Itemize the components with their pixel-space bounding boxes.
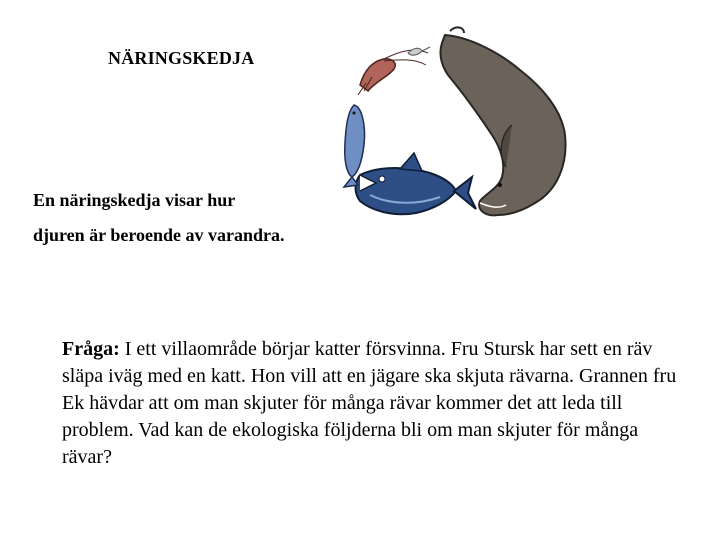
intro-line-1: En näringskedja visar hur	[33, 190, 236, 210]
question-text: I ett villaområde börjar katter försvinna. Fru Stursk har sett en räv släpa iväg med en katt. Hon vill att en jägare ska skjuta rävarna. Grannen fru Ek hävdar att om man skjuter för många rävar kommer det att leda till problem. Vad kan de ekologiska följderna bli om man skjuter för många rävar?	[62, 338, 677, 468]
intro-text	[33, 188, 313, 258]
intro-line-2: djuren är beroende av varandra.	[33, 225, 285, 245]
food-chain-illustration	[330, 25, 580, 235]
plankton-icon	[408, 47, 430, 55]
shrimp-icon	[358, 50, 428, 95]
question-block	[62, 336, 682, 471]
question-label: Fråga:	[62, 338, 120, 360]
tuna-icon	[356, 153, 477, 214]
slide-title: NÄRINGSKEDJA	[108, 48, 255, 68]
